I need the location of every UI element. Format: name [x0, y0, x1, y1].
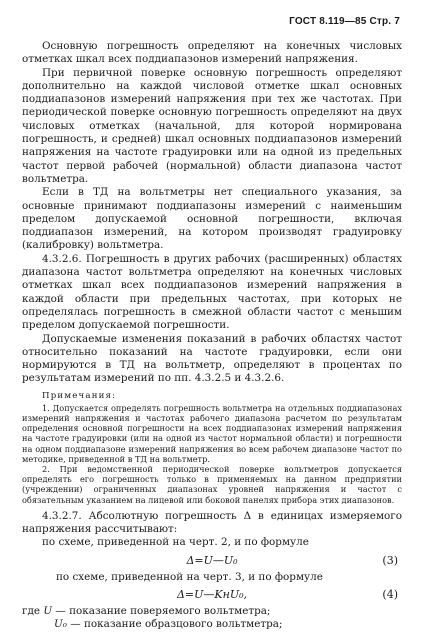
- formula-expression: Δ=U—KнU₀,: [176, 587, 248, 601]
- paragraph: При первичной поверке основную погрешность определяют дополнительно на каждой числовой отметке шкал основных поддиапазонов измерений напряжения при тех же частотах. При периодической поверке основную погрешность определяют на двух числовых отметках (начальной, для которой нормирована погрешность, и средней) шкал основных поддиапазонов измерений напряжения на частоте градуировки или на одной из предельных частот первой рабочей (нормальной) области диапазона частот вольтметра.: [22, 66, 402, 185]
- definition-symbol: U₀: [54, 618, 67, 631]
- formula-number: (3): [382, 553, 398, 567]
- definition-text: — показание образцового вольтметра;: [70, 618, 283, 631]
- page-header: ГОСТ 8.119—85 Стр. 7: [289, 16, 400, 27]
- formula-number: (4): [382, 587, 398, 601]
- notes-block: [22, 391, 402, 505]
- definition-line: [22, 618, 402, 631]
- paragraph: Если в ТД на вольтметры нет специального указания, за основные принимают поддиапазоны измерений с наименьшим пределом допускаемой основной погрешности, включая поддиапазон измерений, на котором производят градуировку (калибровку) вольтметра.: [22, 186, 402, 252]
- paragraph: 4.3.2.7. Абсолютную погрешность Δ в единицах измеряемого напряжения рассчитывают:: [22, 509, 402, 536]
- notes-title: Примечания:: [42, 390, 117, 401]
- paragraph: 4.3.2.6. Погрешность в других рабочих (расширенных) областях диапазона частот вольтметра определяют на конечных числовых отметках шкал всех поддиапазонов измерений напряжения в каждой области при предельных частотах, при которых не определялась погрешность в смежной области частот с меньшим пределом допускаемой погрешности.: [22, 252, 402, 332]
- formula-3: [22, 553, 402, 569]
- formula-expression: Δ=U—U₀: [186, 553, 238, 567]
- definition-line: [22, 605, 402, 618]
- formula-lead: по схеме, приведенной на черт. 2, и по формуле: [42, 536, 309, 549]
- formula-4: [22, 587, 402, 603]
- paragraph: Допускаемые изменения показаний в рабочих областях частот относительно показаний на частоте градуировки, если они нормируются в ТД на вольтметр, определяют в процентах по результатам измерений по пп. 4.3.2.5 и 4.3.2.6.: [22, 332, 402, 385]
- paragraph: Основную погрешность определяют на конечных числовых отметках шкал всех поддиапазонов измерений напряжения.: [22, 40, 402, 66]
- definition-prefix: где: [22, 604, 40, 617]
- definition-symbol: U: [43, 604, 53, 617]
- note-item: 1. Допускается определять погрешность вольтметра на отдельных поддиапазонах измерений напряжения и частотах рабочего диапазона расчетом по результатам определения основной погрешности на всех поддиапазонах измерений напряжения на частоте градуировки (или на одной из частот нормальной области) и погрешности на одном поддиапазоне измерений напряжения во всем рабочем диапазоне частот по методике, приведенной в ТД на вольтметр.: [22, 402, 402, 464]
- formula-lead: по схеме, приведенной на черт. 3, и по формуле: [56, 570, 323, 583]
- note-item: 2. При ведомственной периодической поверке вольтметров допускается определять его погрешность только в применяемых на данном предприятии (учреждении) ограниченных диапазонах уровней напряжения и частот с обязательным указанием на лицевой или боковой панелях прибора этих диапазонов.: [22, 463, 402, 505]
- definition-text: — показание поверяемого вольтметра;: [55, 604, 271, 617]
